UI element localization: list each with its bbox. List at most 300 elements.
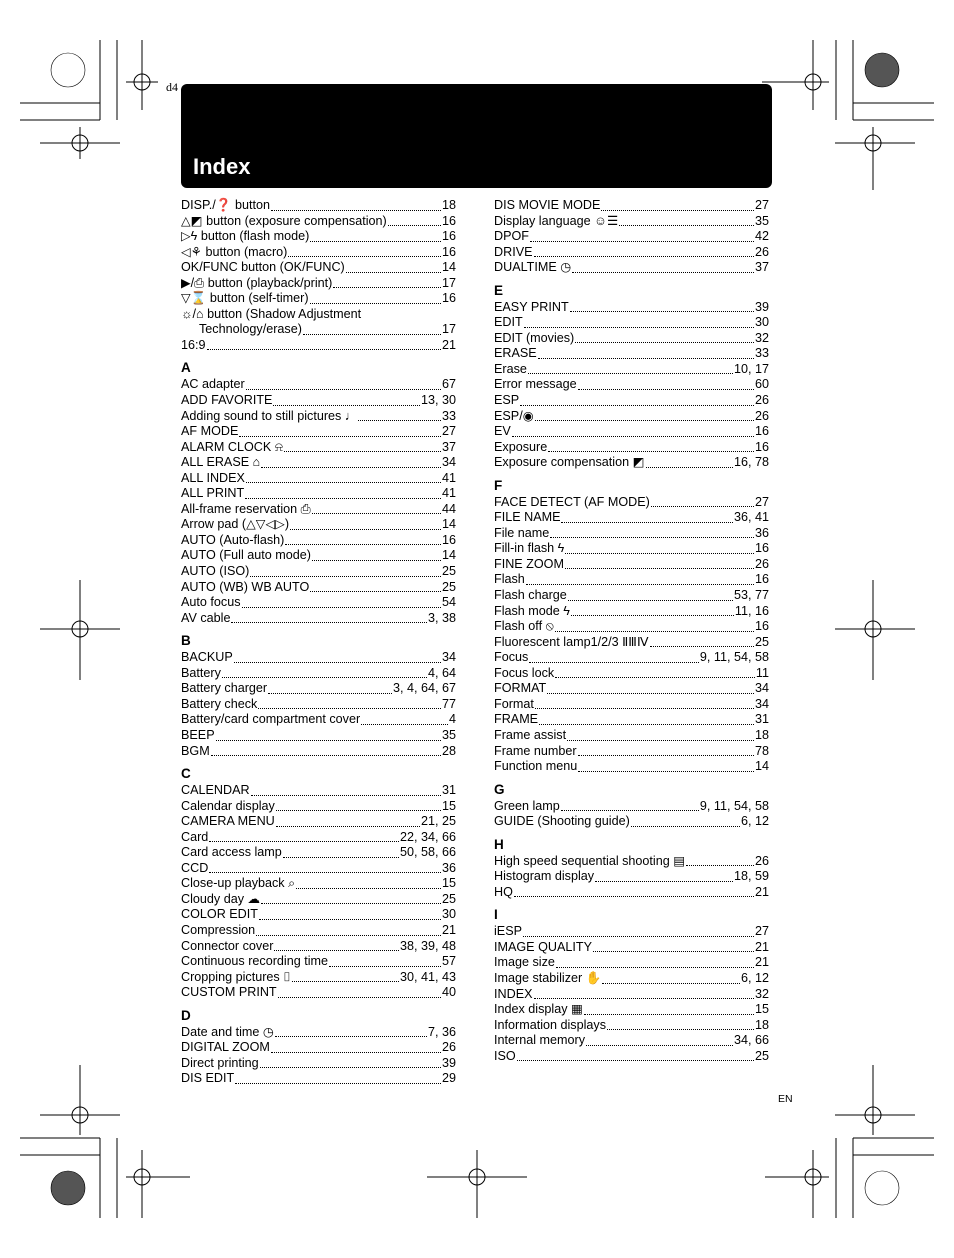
index-term: FILE NAME (494, 510, 561, 525)
index-term: ▽⌛ button (self-timer) (181, 291, 309, 306)
index-entry (494, 1002, 769, 1018)
index-section-letter: D (181, 1007, 191, 1023)
dot-leader (586, 1044, 733, 1046)
index-entry (494, 214, 769, 230)
index-term: Focus lock (494, 665, 555, 680)
index-term: Exposure compensation ◩ (494, 455, 645, 470)
index-term: iESP (494, 924, 522, 939)
page-reference: 15 (754, 1002, 769, 1017)
dot-leader (526, 583, 754, 585)
index-entry (181, 1040, 456, 1056)
index-term: Flash off ⦸ (494, 619, 554, 634)
index-term: Cropping pictures ⌷ (181, 969, 291, 984)
index-entry (181, 1071, 456, 1087)
index-term: Date and time ◷ (181, 1024, 274, 1039)
dot-leader (595, 880, 733, 882)
page-reference: 21 (441, 922, 456, 937)
page-reference: 67 (441, 377, 456, 392)
page-reference: 7, 36 (427, 1024, 456, 1039)
index-term: ALL ERASE ⌂ (181, 455, 261, 470)
index-entry (181, 409, 456, 425)
dot-leader (283, 856, 399, 858)
dot-leader (534, 997, 754, 999)
index-entry (494, 666, 769, 682)
page-reference: 6, 12 (740, 814, 769, 829)
page-reference: 39 (754, 299, 769, 314)
page-reference: 39 (441, 1055, 456, 1070)
index-entry (181, 245, 456, 261)
dot-leader (572, 271, 754, 273)
index-entry (494, 604, 769, 620)
index-entry (181, 712, 456, 728)
index-term: Direct printing (181, 1055, 259, 1070)
page-reference: 36 (754, 525, 769, 540)
index-term: DRIVE (494, 244, 533, 259)
index-term: Card access lamp (181, 845, 282, 860)
index-term: FINE ZOOM (494, 556, 564, 571)
index-entry (494, 697, 769, 713)
page-reference: 36 (441, 860, 456, 875)
index-term: Fluorescent lamp1/2/3 ⅡⅢⅣ (494, 634, 649, 649)
page-reference: 16 (754, 619, 769, 634)
page-reference: 18, 59 (733, 869, 769, 884)
dot-leader (239, 435, 441, 437)
page-reference: 32 (754, 986, 769, 1001)
page-reference: 14 (441, 548, 456, 563)
page-reference: 34 (754, 696, 769, 711)
page-reference: 78 (754, 743, 769, 758)
index-term: Display language ☺☰ (494, 213, 619, 228)
page-reference: 25 (754, 1048, 769, 1063)
index-entry (494, 1018, 769, 1034)
page-reference: 18 (754, 1017, 769, 1032)
dot-leader (601, 209, 754, 211)
page-reference: 33 (441, 408, 456, 423)
index-entry (494, 681, 769, 697)
index-entry (181, 486, 456, 502)
index-entry (494, 854, 769, 870)
index-entry (181, 861, 456, 877)
page-reference: 13, 30 (420, 393, 456, 408)
index-entry (181, 1025, 456, 1041)
page-reference: 35 (754, 213, 769, 228)
index-term: AUTO (Full auto mode) (181, 548, 311, 563)
index-entry (494, 619, 769, 635)
page-reference: 17 (441, 322, 456, 337)
index-entry (494, 495, 769, 511)
index-entry (181, 666, 456, 682)
index-term: Calendar display (181, 798, 275, 813)
page-reference: 22, 34, 66 (399, 829, 456, 844)
dot-leader (296, 887, 441, 889)
page-reference: 50, 58, 66 (399, 845, 456, 860)
dot-leader (539, 723, 754, 725)
dot-leader (358, 419, 441, 421)
index-term: Fill-in flash ϟ (494, 541, 565, 556)
page-reference: 17 (441, 275, 456, 290)
dot-leader (261, 902, 441, 904)
index-entry (494, 885, 769, 901)
index-entry (181, 377, 456, 393)
dot-leader (256, 934, 441, 936)
index-entry (494, 924, 769, 940)
index-term: CAMERA MENU (181, 814, 275, 829)
page-reference: 16 (754, 439, 769, 454)
dot-leader (607, 1028, 754, 1030)
index-term: DPOF (494, 229, 529, 244)
page-reference: 16 (754, 541, 769, 556)
index-term: Frame number (494, 743, 577, 758)
index-entry (181, 533, 456, 549)
index-term: ALARM CLOCK ⍾ (181, 439, 284, 454)
index-entry (181, 564, 456, 580)
index-entry (494, 940, 769, 956)
index-entry (181, 876, 456, 892)
page-reference: 34 (441, 650, 456, 665)
index-entry (494, 300, 769, 316)
dot-leader (231, 621, 427, 623)
dot-leader (512, 435, 754, 437)
index-term: ALL INDEX (181, 470, 245, 485)
index-entry (181, 728, 456, 744)
index-entry (181, 830, 456, 846)
index-term: Exposure (494, 439, 548, 454)
dot-leader (209, 871, 441, 873)
index-entry (181, 393, 456, 409)
index-term: ADD FAVORITE (181, 393, 273, 408)
index-entry (181, 424, 456, 440)
dot-leader (259, 918, 441, 920)
index-entry (494, 198, 769, 214)
dot-leader (246, 388, 441, 390)
index-term: AC adapter (181, 377, 245, 392)
index-entry (494, 744, 769, 760)
page-reference: 26 (441, 1040, 456, 1055)
index-term: Error message (494, 377, 577, 392)
page-reference: 29 (441, 1071, 456, 1086)
index-term: Flash mode ϟ (494, 603, 570, 618)
dot-leader (578, 770, 754, 772)
index-term: Information displays (494, 1017, 606, 1032)
dot-leader (276, 809, 441, 811)
index-term: ESP/◉ (494, 408, 534, 423)
index-term: ◁⚘ button (macro) (181, 244, 288, 259)
index-entry (181, 799, 456, 815)
page-reference: 27 (754, 494, 769, 509)
page-title: Index (193, 154, 251, 179)
page-reference: 32 (754, 330, 769, 345)
index-entry (181, 214, 456, 230)
dot-leader (535, 707, 754, 709)
index-term: Format (494, 696, 534, 711)
index-term: △◩ button (exposure compensation) (181, 213, 387, 228)
index-entry (494, 955, 769, 971)
page-reference: 34 (754, 681, 769, 696)
index-term: DIS EDIT (181, 1071, 235, 1086)
dot-leader (547, 692, 754, 694)
index-term: BGM (181, 743, 210, 758)
index-term: File name (494, 525, 550, 540)
page-reference: 54 (441, 595, 456, 610)
dot-leader (273, 404, 420, 406)
index-column-left (181, 198, 456, 1087)
dot-leader (310, 240, 441, 242)
index-section-letter: F (494, 477, 503, 493)
page-reference: 37 (754, 260, 769, 275)
index-term: Card (181, 829, 209, 844)
page-reference: 30 (754, 315, 769, 330)
index-entry (494, 572, 769, 588)
page-reference: 21 (441, 337, 456, 352)
index-entry (494, 869, 769, 885)
index-entry (494, 814, 769, 830)
dot-leader (550, 536, 754, 538)
page-reference: 30 (441, 907, 456, 922)
index-entry (181, 1056, 456, 1072)
dot-leader (556, 966, 754, 968)
index-term: GUIDE (Shooting guide) (494, 814, 630, 829)
page-reference: 26 (754, 853, 769, 868)
index-term: Battery (181, 665, 221, 680)
dot-leader (570, 310, 754, 312)
dot-leader (285, 543, 441, 545)
index-term: Histogram display (494, 869, 595, 884)
page-reference: 42 (754, 229, 769, 244)
index-term: HQ (494, 884, 513, 899)
index-entry (494, 346, 769, 362)
dot-leader (292, 980, 399, 982)
index-term: EDIT (494, 315, 523, 330)
page-reference: 14 (441, 260, 456, 275)
page-reference: 16 (441, 244, 456, 259)
index-entry (181, 198, 456, 214)
index-entry (181, 814, 456, 830)
dot-leader (571, 614, 734, 616)
page-reference: 16 (441, 229, 456, 244)
index-entry (181, 338, 456, 354)
page-reference: 27 (754, 924, 769, 939)
index-entry (181, 954, 456, 970)
dot-leader (310, 302, 441, 304)
page-reference: 4, 64 (427, 665, 456, 680)
index-entry (494, 987, 769, 1003)
index-entry (181, 611, 456, 627)
dot-leader (593, 950, 754, 952)
dot-leader (565, 567, 754, 569)
page-reference: 18 (754, 727, 769, 742)
index-entry (494, 315, 769, 331)
index-term: Compression (181, 922, 256, 937)
dot-leader (555, 630, 754, 632)
index-term: Internal memory (494, 1033, 585, 1048)
dot-leader (276, 825, 420, 827)
index-term: 16:9 (181, 337, 206, 352)
index-term: Function menu (494, 759, 578, 774)
dot-leader (310, 590, 441, 592)
index-term: Focus (494, 650, 529, 665)
dot-leader (646, 466, 733, 468)
index-entry (181, 260, 456, 276)
dot-leader (251, 794, 441, 796)
page-reference: 34, 66 (733, 1033, 769, 1048)
dot-leader (329, 965, 441, 967)
page-reference: 33 (754, 346, 769, 361)
index-section-letter: A (181, 360, 191, 376)
index-entry (494, 526, 769, 542)
index-entry (181, 440, 456, 456)
dot-leader (361, 723, 448, 725)
index-entry (181, 291, 456, 307)
index-term: All-frame reservation ⎙ (181, 501, 311, 516)
dot-leader (619, 224, 754, 226)
page-reference: 15 (441, 876, 456, 891)
page-reference: 18 (441, 198, 456, 212)
page-reference: 26 (754, 408, 769, 423)
dot-leader (538, 357, 754, 359)
page-reference: 14 (754, 759, 769, 774)
dot-leader (514, 895, 754, 897)
index-entry (494, 971, 769, 987)
index-term: Battery/card compartment cover (181, 712, 361, 727)
index-entry (494, 799, 769, 815)
index-term: CALENDAR (181, 783, 250, 798)
index-section-letter: C (181, 766, 191, 782)
dot-leader (523, 935, 754, 937)
index-term: IMAGE QUALITY (494, 939, 592, 954)
page-reference: 37 (441, 439, 456, 454)
page-reference: 26 (754, 556, 769, 571)
page-reference: 40 (441, 985, 456, 1000)
dot-leader (561, 809, 699, 811)
dot-leader (548, 450, 754, 452)
page-reference: 14 (441, 517, 456, 532)
index-entry (494, 728, 769, 744)
page-reference: 25 (754, 634, 769, 649)
page-reference: 34 (441, 455, 456, 470)
dot-leader (555, 676, 755, 678)
index-entry (181, 681, 456, 697)
page-reference: 27 (441, 424, 456, 439)
page-reference: 16 (441, 532, 456, 547)
index-entry (494, 424, 769, 440)
page-reference: 10, 17 (733, 361, 769, 376)
index-entry (181, 595, 456, 611)
dot-leader (242, 606, 441, 608)
dot-leader (520, 404, 754, 406)
index-term: High speed sequential shooting ▤ (494, 853, 686, 868)
index-entry (181, 970, 456, 986)
index-term: DUALTIME ◷ (494, 260, 572, 275)
index-entry (181, 276, 456, 292)
page-reference: 21 (754, 955, 769, 970)
dot-leader (284, 450, 441, 452)
page-reference: 21 (754, 884, 769, 899)
index-entry (181, 322, 456, 338)
page-reference: 25 (441, 564, 456, 579)
dot-leader (211, 754, 441, 756)
dot-leader (529, 661, 699, 663)
page-reference: 16, 78 (733, 455, 769, 470)
dot-leader (246, 481, 441, 483)
page-reference: 53, 77 (733, 588, 769, 603)
page-reference: 57 (441, 954, 456, 969)
page-reference: 38, 39, 48 (399, 938, 456, 953)
dot-leader (388, 224, 441, 226)
dot-leader (650, 645, 754, 647)
dot-leader (631, 825, 740, 827)
index-term: CCD (181, 860, 209, 875)
dot-leader (346, 271, 441, 273)
page-reference: 28 (441, 743, 456, 758)
index-entry (181, 229, 456, 245)
dot-leader (274, 949, 399, 951)
dot-leader (578, 754, 754, 756)
index-entry (181, 548, 456, 564)
page-reference: 26 (754, 393, 769, 408)
index-entry (494, 362, 769, 378)
index-term: Adding sound to still pictures ♩ (181, 408, 358, 423)
index-section-letter: B (181, 633, 191, 649)
page-reference: 11, 16 (734, 603, 769, 618)
index-term: AUTO (WB) WB AUTO (181, 579, 310, 594)
index-entry (494, 393, 769, 409)
index-entry (181, 471, 456, 487)
index-entry (494, 650, 769, 666)
dot-leader (528, 372, 733, 374)
page-reference: 16 (441, 213, 456, 228)
page-reference: 4 (448, 712, 456, 727)
index-term: DIS MOVIE MODE (494, 198, 601, 212)
page-slug: d4 (166, 80, 178, 94)
index-term: ERASE (494, 346, 537, 361)
dot-leader (333, 286, 441, 288)
dot-leader (303, 333, 441, 335)
page-reference: 41 (441, 470, 456, 485)
index-entry (494, 510, 769, 526)
index-entry (494, 1033, 769, 1049)
page-reference: 31 (754, 712, 769, 727)
index-term: AF MODE (181, 424, 239, 439)
index-entry (494, 260, 769, 276)
dot-leader (235, 1082, 441, 1084)
index-term: ESP (494, 393, 520, 408)
dot-leader (245, 497, 441, 499)
page-reference: 15 (441, 798, 456, 813)
dot-leader (278, 996, 441, 998)
dot-leader (216, 739, 441, 741)
index-section-letter: E (494, 282, 504, 298)
index-term: ALL PRINT (181, 486, 245, 501)
index-term: EV (494, 424, 511, 439)
index-term: Green lamp (494, 798, 560, 813)
index-entry (181, 650, 456, 666)
index-term: AUTO (Auto-flash) (181, 532, 285, 547)
index-term: Continuous recording time (181, 954, 329, 969)
dot-leader (312, 512, 441, 514)
index-entry (181, 939, 456, 955)
index-term: Image size (494, 955, 555, 970)
index-entry (494, 541, 769, 557)
dot-leader (534, 255, 754, 257)
index-term: Flash charge (494, 588, 567, 603)
index-term: FRAME (494, 712, 539, 727)
page-reference: 16 (754, 424, 769, 439)
dot-leader (568, 599, 733, 601)
dot-leader (561, 521, 733, 523)
index-header (181, 84, 772, 188)
index-term: ▷ϟ button (flash mode) (181, 229, 310, 244)
dot-leader (209, 840, 399, 842)
